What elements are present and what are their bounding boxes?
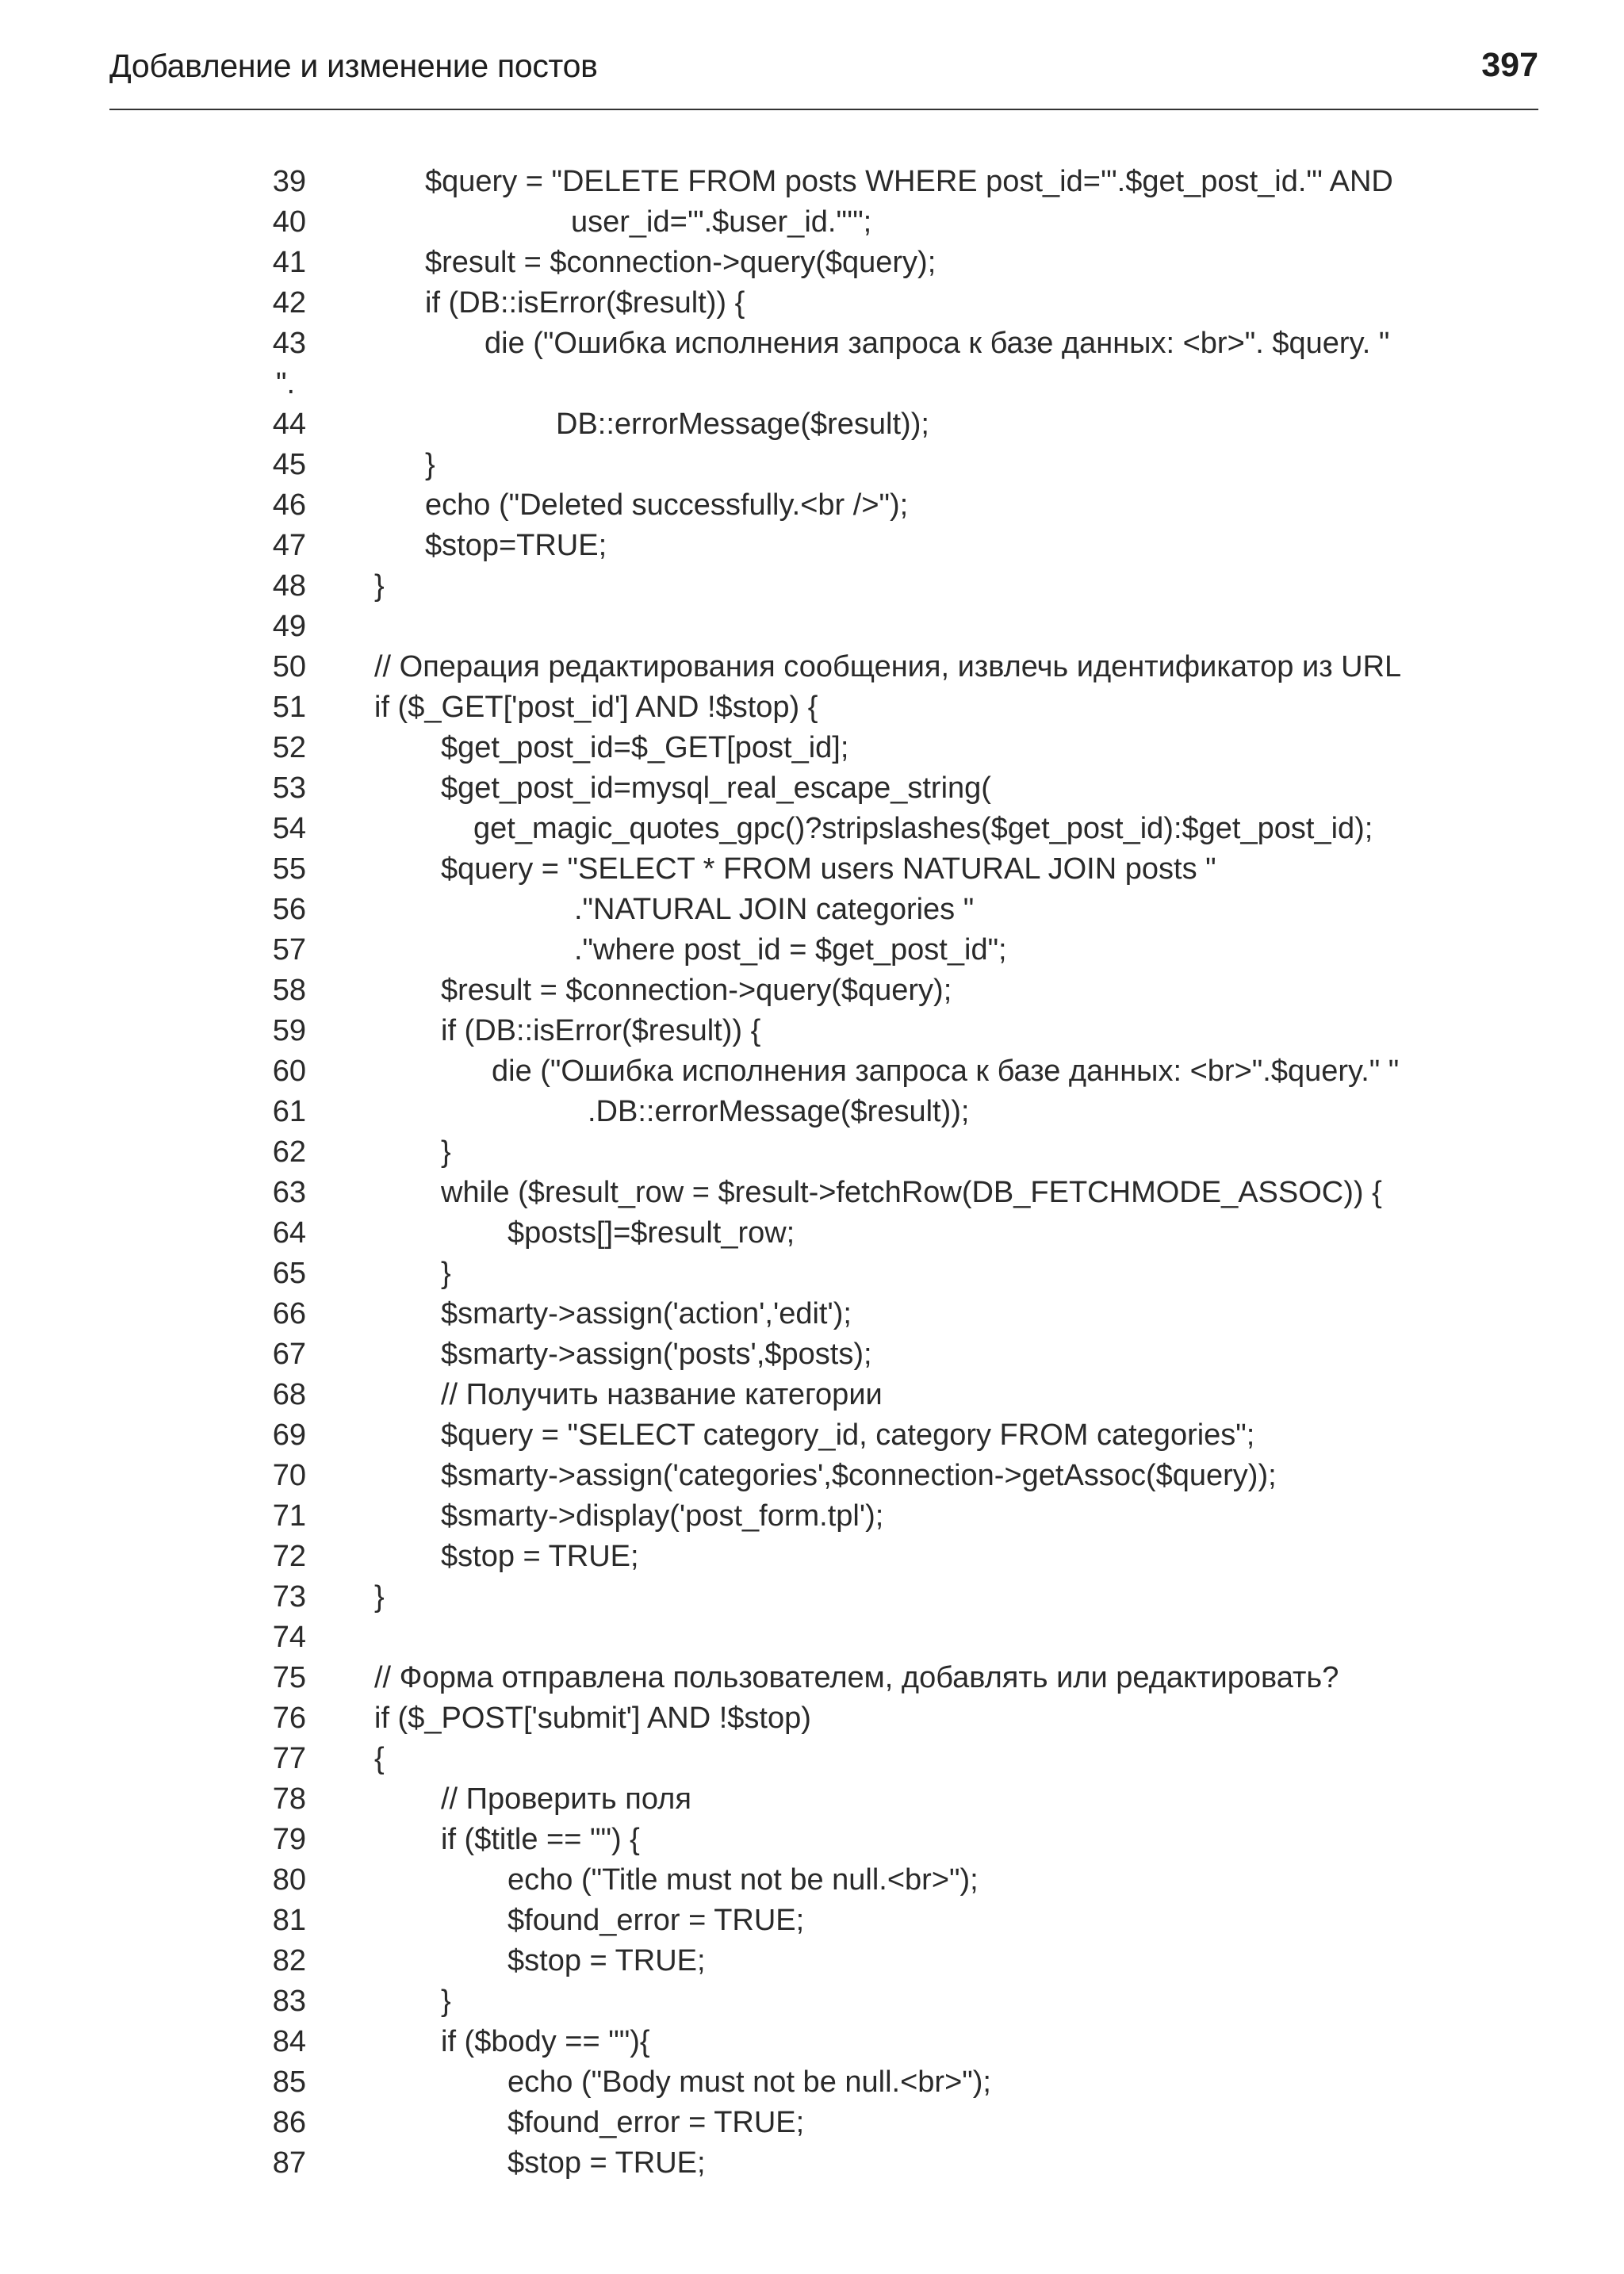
line-code: $stop = TRUE; [508,1944,706,1977]
running-title: Добавление и изменение постов [109,48,598,84]
code-line [0,849,1624,890]
code-line [0,2103,1624,2143]
line-number: 54 [272,812,306,845]
page-header [109,43,1538,111]
line-code: } [441,1135,451,1169]
line-number: 80 [272,1863,306,1897]
code-listing [0,162,1624,2184]
line-number: 86 [272,2106,306,2139]
line-code: echo ("Title must not be null.<br>"); [508,1863,979,1897]
line-code: $result = $connection->query($query); [441,974,952,1007]
code-line [0,2022,1624,2062]
line-code: $query = "SELECT * FROM users NATURAL JOIN posts " [441,852,1216,886]
code-line [0,687,1624,728]
code-line [0,728,1624,768]
code-line [0,202,1624,243]
code-line [0,1456,1624,1496]
line-number: 47 [272,529,306,562]
line-number: 74 [272,1621,306,1654]
code-line [0,323,1624,364]
line-code: $get_post_id=mysql_real_escape_string( [441,771,991,805]
code-line [0,1051,1624,1092]
code-line [0,970,1624,1011]
line-code: $get_post_id=$_GET[post_id]; [441,731,849,764]
code-line [0,1254,1624,1294]
code-line [0,1860,1624,1901]
line-number: 57 [272,933,306,967]
code-line [0,647,1624,687]
code-line [0,1011,1624,1051]
line-code: DB::errorMessage($result)); [556,408,929,441]
line-number: 50 [272,650,306,683]
code-line [0,1173,1624,1213]
line-code: if ($body == ""){ [441,2025,650,2058]
code-line [0,1901,1624,1941]
line-code: $found_error = TRUE; [508,2106,805,2139]
code-line [0,1375,1624,1415]
line-number: 61 [272,1095,306,1128]
code-line [0,2062,1624,2103]
line-code: echo ("Deleted successfully.<br />"); [425,488,909,522]
line-number: 77 [272,1742,306,1775]
line-number: 55 [272,852,306,886]
line-number: 69 [272,1418,306,1452]
line-code: // Получить название категории [441,1378,883,1411]
code-line [0,1537,1624,1577]
code-line [0,930,1624,970]
line-code: user_id='".$user_id."'"; [571,205,872,239]
line-number: 78 [272,1782,306,1816]
code-line [0,1577,1624,1617]
line-number: 49 [272,610,306,643]
line-code: ."where post_id = $get_post_id"; [574,933,1007,967]
code-line [0,768,1624,809]
line-code: $query = "SELECT category_id, category FROM categories"; [441,1418,1255,1452]
code-line [0,2143,1624,2184]
line-number: 59 [272,1014,306,1047]
line-number: 62 [272,1135,306,1169]
code-line [0,283,1624,323]
line-number: 75 [272,1661,306,1694]
line-code: if ($_GET['post_id'] AND !$stop) { [374,691,818,724]
code-line [0,1213,1624,1254]
page-number: 397 [1481,46,1538,84]
code-line [0,162,1624,202]
line-code: { [374,1742,385,1775]
line-code: $stop = TRUE; [441,1540,639,1573]
line-code: $smarty->assign('action','edit'); [441,1297,852,1330]
code-line [0,404,1624,445]
code-line [0,526,1624,566]
code-line [0,1981,1624,2022]
line-number: 42 [272,286,306,320]
line-number: 63 [272,1176,306,1209]
line-code: $result = $connection->query($query); [425,246,936,279]
line-number: 56 [272,893,306,926]
line-code: get_magic_quotes_gpc()?stripslashes($get_post_id):$get_post_id); [473,812,1373,845]
line-code: // Операция редактирования сообщения, извлечь идентификатор из URL [374,650,1402,683]
line-code: } [374,569,385,603]
code-line [0,445,1624,485]
line-number: 46 [272,488,306,522]
line-number: 70 [272,1459,306,1492]
line-number: 53 [272,771,306,805]
line-code: if (DB::isError($result)) { [441,1014,761,1047]
code-line [0,1415,1624,1456]
line-number: 66 [272,1297,306,1330]
line-number: 51 [272,691,306,724]
line-number: 76 [272,1702,306,1735]
line-code: if (DB::isError($result)) { [425,286,745,320]
header-rule [109,109,1538,110]
line-number: 60 [272,1055,306,1088]
line-number: 39 [272,165,306,198]
code-line [0,566,1624,607]
line-number: 83 [272,1985,306,2018]
code-line [0,1092,1624,1132]
line-code: } [441,1985,451,2018]
line-code: while ($result_row = $result->fetchRow(DB_FETCHMODE_ASSOC)) { [441,1176,1382,1209]
line-code: $found_error = TRUE; [508,1904,805,1937]
line-number: 58 [272,974,306,1007]
line-number: 85 [272,2065,306,2099]
line-code: } [374,1580,385,1614]
line-code: if ($_POST['submit'] AND !$stop) [374,1702,811,1735]
line-number: 67 [272,1338,306,1371]
code-line [0,243,1624,283]
line-number: 43 [272,327,306,360]
line-code: $posts[]=$result_row; [508,1216,795,1250]
line-number: 65 [272,1257,306,1290]
line-code: die ("Ошибка исполнения запроса к базе данных: <br>". $query. " [485,327,1390,360]
line-number: 72 [272,1540,306,1573]
code-line [0,1132,1624,1173]
line-number: 44 [272,408,306,441]
code-line [0,485,1624,526]
code-line [0,1779,1624,1820]
code-line [0,1334,1624,1375]
line-number: 45 [272,448,306,481]
line-number: 41 [272,246,306,279]
line-code: $query = "DELETE FROM posts WHERE post_id='".$get_post_id."' AND [425,165,1393,198]
code-line [0,364,1624,404]
line-code: $stop=TRUE; [425,529,607,562]
line-number: 64 [272,1216,306,1250]
code-line [0,1698,1624,1739]
line-code: die ("Ошибка исполнения запроса к базе данных: <br>".$query." " [492,1055,1400,1088]
line-code: // Проверить поля [441,1782,691,1816]
line-number: 73 [272,1580,306,1614]
code-line [0,1294,1624,1334]
line-number: 71 [272,1499,306,1533]
code-line [0,1496,1624,1537]
line-code: ". [276,367,296,400]
line-number: 87 [272,2146,306,2180]
line-code: // Форма отправлена пользователем, добавлять или редактировать? [374,1661,1339,1694]
line-code: } [425,448,435,481]
line-code: $stop = TRUE; [508,2146,706,2180]
code-line [0,890,1624,930]
line-code: if ($title == "") { [441,1823,640,1856]
line-code: echo ("Body must not be null.<br>"); [508,2065,991,2099]
code-line [0,607,1624,647]
line-code: $smarty->assign('posts',$posts); [441,1338,872,1371]
line-code: ."NATURAL JOIN categories " [574,893,975,926]
line-number: 79 [272,1823,306,1856]
code-line [0,1739,1624,1779]
line-code: .DB::errorMessage($result)); [588,1095,970,1128]
line-number: 48 [272,569,306,603]
code-line [0,1617,1624,1658]
code-line [0,1941,1624,1981]
line-code: $smarty->display('post_form.tpl'); [441,1499,884,1533]
code-line [0,1820,1624,1860]
line-number: 40 [272,205,306,239]
code-line [0,1658,1624,1698]
code-line [0,809,1624,849]
line-number: 52 [272,731,306,764]
line-number: 81 [272,1904,306,1937]
line-number: 84 [272,2025,306,2058]
line-code: } [441,1257,451,1290]
line-number: 68 [272,1378,306,1411]
line-code: $smarty->assign('categories',$connection->getAssoc($query)); [441,1459,1277,1492]
line-number: 82 [272,1944,306,1977]
